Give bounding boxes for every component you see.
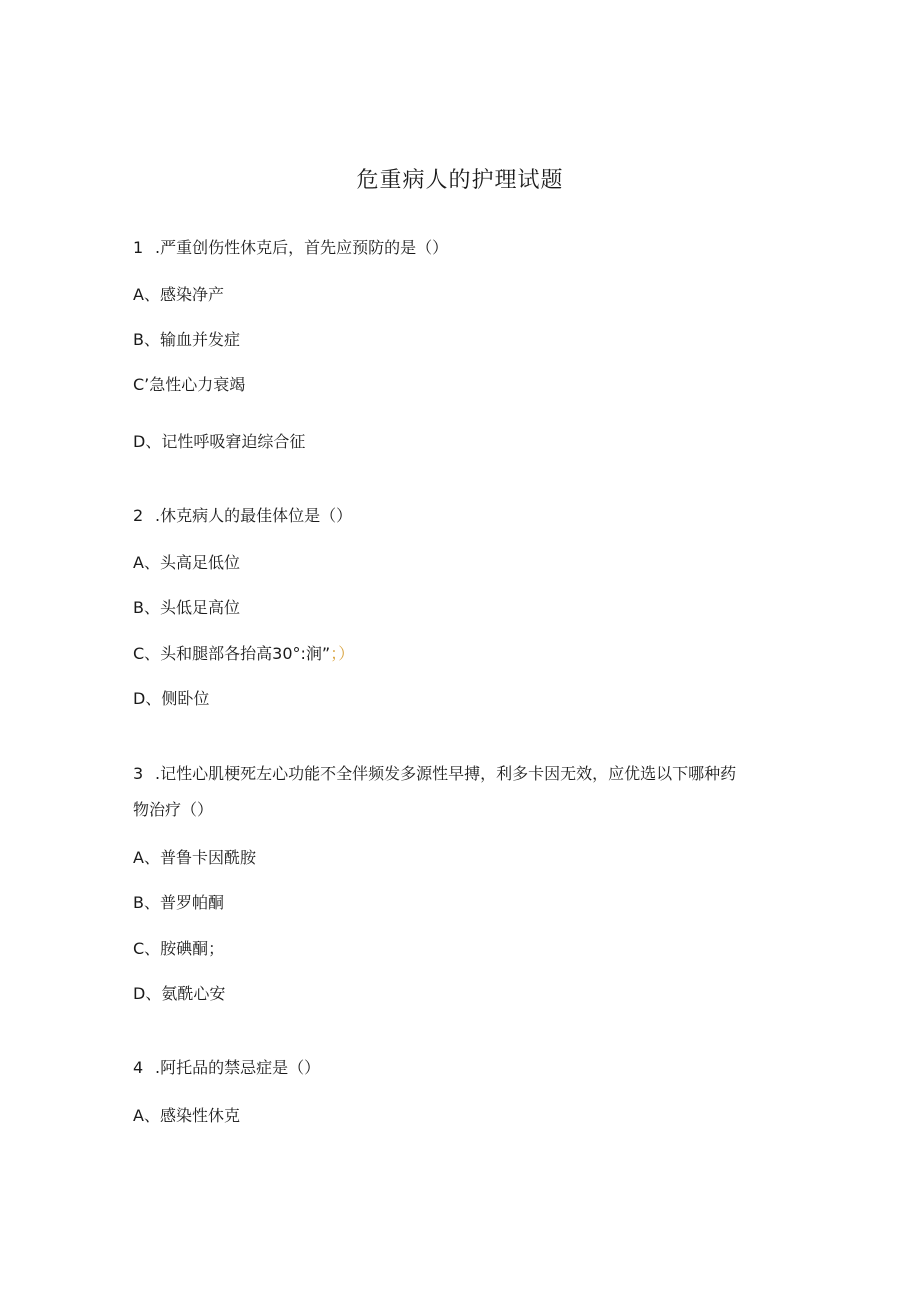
- q3-option-b: B、普罗帕酮: [133, 893, 224, 912]
- q1-option-d: D、记性呼吸窘迫综合征: [133, 432, 306, 451]
- question-number: 4: [133, 1058, 144, 1077]
- question-3-stem: [133, 763, 736, 785]
- q4-option-a: A、感染性休克: [133, 1106, 240, 1125]
- question-4-stem: [133, 1057, 320, 1079]
- q2-option-a: A、头高足低位: [133, 553, 240, 572]
- q3-option-d: D、氨酰心安: [133, 984, 226, 1003]
- page-title: 危重病人的护理试题: [356, 168, 564, 193]
- question-number: 2: [133, 506, 144, 525]
- q3-option-a: A、普鲁卡因酰胺: [133, 848, 256, 867]
- option-text: C、头和腿部各抬高30°:涧”: [133, 644, 331, 663]
- q1-option-b: B、输血并发症: [133, 330, 240, 349]
- question-number: 3: [133, 764, 144, 783]
- q3-option-c: C、胺碘酮；: [133, 939, 225, 958]
- question-3-stem-continued: 物治疗（）: [133, 800, 214, 819]
- question-text: .休克病人的最佳体位是（）: [155, 506, 353, 525]
- question-text: .记性心肌梗死左心功能不全伴频发多源性早搏，利多卡因无效，应优选以下哪种药: [155, 764, 737, 783]
- q2-option-c: [133, 643, 354, 665]
- question-1-stem: [133, 237, 448, 259]
- question-text: .严重创伤性休克后，首先应预防的是（）: [155, 238, 449, 257]
- question-number: 1: [133, 238, 144, 257]
- q2-option-d: D、侧卧位: [133, 689, 210, 708]
- q2-option-b: B、头低足高位: [133, 598, 240, 617]
- q1-option-c: C’急性心力衰竭: [133, 375, 246, 394]
- faint-text-mark: ；）: [330, 644, 355, 663]
- question-text: .阿托品的禁忌症是（）: [155, 1058, 321, 1077]
- q1-option-a: A、感染净产: [133, 285, 224, 304]
- question-2-stem: [133, 505, 352, 527]
